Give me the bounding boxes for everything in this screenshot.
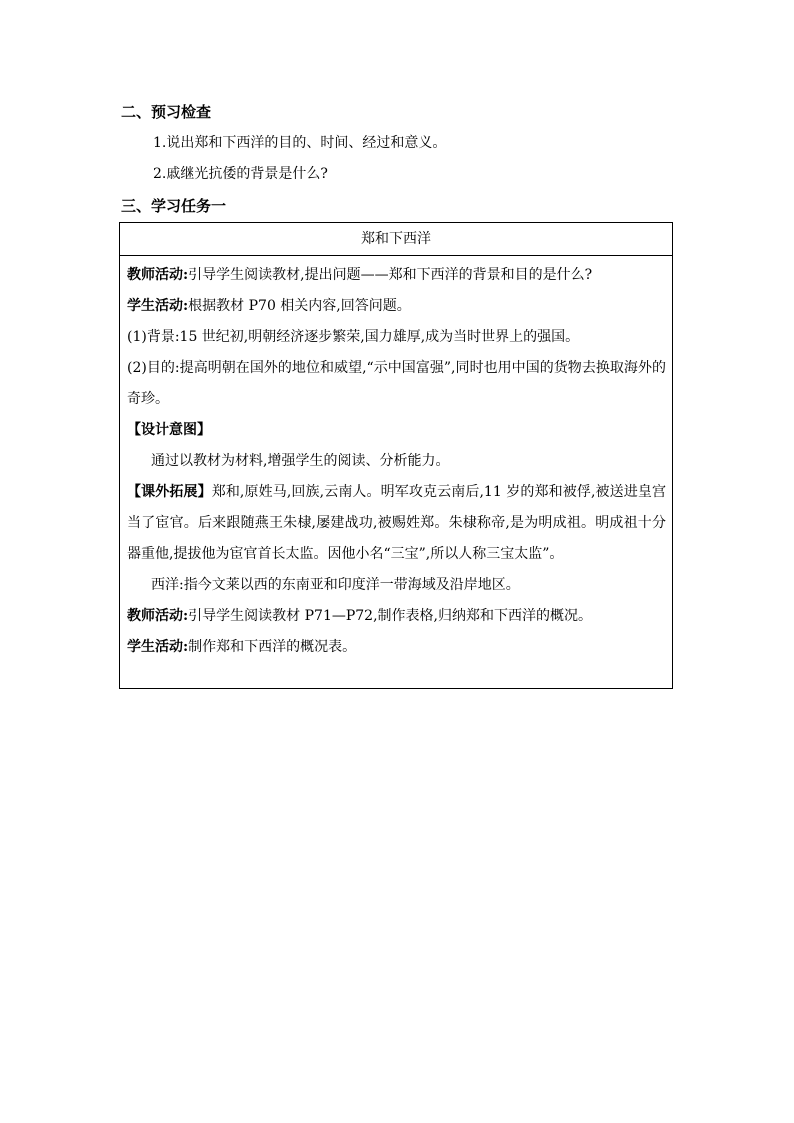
student-activity-text: 根据教材 P70 相关内容,回答问题。 — [188, 298, 411, 314]
task-table-body — [120, 256, 672, 663]
extension-label: 【课外拓展】 — [127, 484, 212, 500]
design-intent-label: 【设计意图】 — [127, 422, 211, 438]
student-activity-label: 学生活动: — [127, 298, 189, 314]
preview-question-2: 2.戚继光抗倭的背景是什么? — [153, 166, 328, 182]
student-activity-label: 学生活动: — [127, 639, 189, 655]
teacher-activity-2 — [127, 601, 666, 632]
teacher-activity-label: 教师活动: — [127, 267, 189, 283]
student-activity-2 — [127, 632, 666, 663]
task-table — [119, 222, 673, 689]
background-answer: (1)背景:15 世纪初,明朝经济逐步繁荣,国力雄厚,成为当时世界上的强国。 — [127, 329, 580, 345]
teacher-activity-text: 引导学生阅读教材 P71—P72,制作表格,归纳郑和下西洋的概况。 — [188, 608, 592, 624]
student-activity-1 — [127, 291, 666, 322]
student-activity-text: 制作郑和下西洋的概况表。 — [188, 639, 357, 655]
teacher-activity-text: 引导学生阅读教材,提出问题——郑和下西洋的背景和目的是什么? — [188, 267, 593, 283]
task-table-title: 郑和下西洋 — [120, 223, 672, 256]
xiyang-definition: 西洋:指今文莱以西的东南亚和印度洋一带海域及沿岸地区。 — [151, 577, 520, 593]
extension-text: 郑和,原姓马,回族,云南人。明军攻克云南后,11 岁的郑和被俘,被送进皇宫当了宦官。后来跟随燕王朱棣,屡建战功,被赐姓郑。朱棣称帝,是为明成祖。明成祖十分器重他,提拔他为宦官首长太监。因他小名“三宝”,所以人称三宝太监”。 — [127, 484, 667, 562]
teacher-activity-1 — [127, 260, 666, 291]
teacher-activity-label: 教师活动: — [127, 608, 189, 624]
extension-paragraph — [127, 477, 666, 570]
section-heading-preview-check: 二、预习检查 — [121, 103, 212, 121]
section-heading-learning-task-1: 三、学习任务一 — [121, 197, 227, 215]
purpose-answer: (2)目的:提高明朝在国外的地位和威望,“示中国富强”,同时也用中国的货物去换取海外的奇珍。 — [127, 360, 666, 407]
design-intent-text: 通过以教材为材料,增强学生的阅读、分析能力。 — [151, 453, 450, 469]
preview-question-1: 1.说出郑和下西洋的目的、时间、经过和意义。 — [153, 135, 447, 151]
